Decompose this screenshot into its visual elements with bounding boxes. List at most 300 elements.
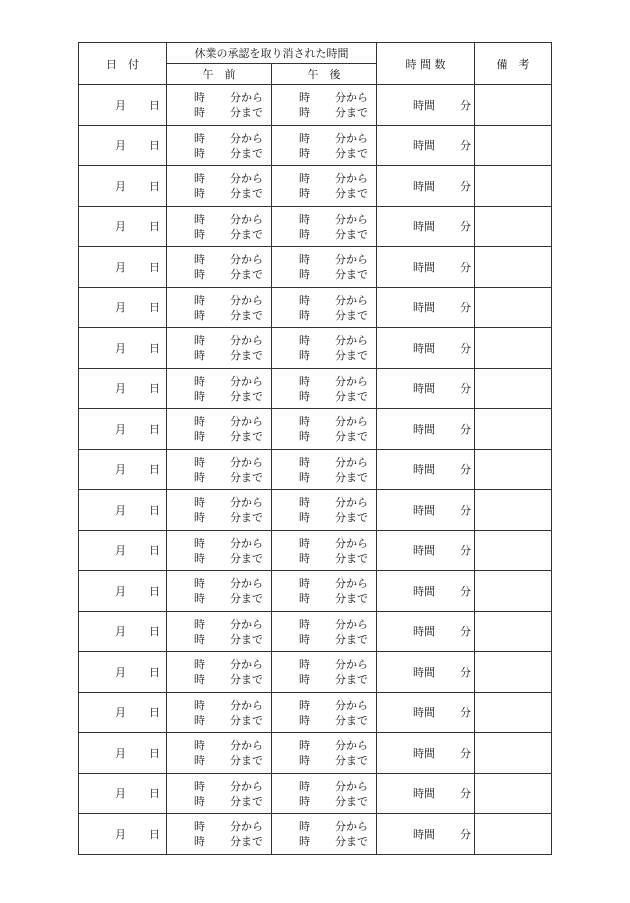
date-cell[interactable] [79,206,167,247]
am-from-line [167,172,271,186]
pm-time-cell[interactable] [272,530,377,571]
am-from-line [167,739,271,753]
hour-label: 時 [194,470,205,484]
hour-label: 時 [194,374,205,388]
table-row [79,490,552,531]
month-label: 月 [115,503,126,517]
min-from-label: 分から [230,496,263,509]
hours-cell[interactable] [377,328,475,369]
pm-to-line [272,228,376,242]
date-cell[interactable] [79,733,167,774]
min-from-label: 分から [230,739,263,752]
min-from-label: 分から [335,739,368,752]
hour-label: 時 [299,389,310,403]
min-to-label: 分まで [335,713,368,727]
header-notes: 備 考 [475,43,552,85]
month-label: 月 [115,706,126,720]
pm-to-line [272,390,376,404]
minutes-unit-label: 分 [460,139,471,153]
min-from-label: 分から [230,172,263,185]
notes-cell[interactable] [475,247,552,288]
notes-cell[interactable] [475,287,552,328]
hours-cell[interactable] [377,814,475,855]
date-cell[interactable] [79,85,167,126]
month-label: 月 [115,382,126,396]
hour-label: 時 [194,551,205,565]
hours-cell[interactable] [377,409,475,450]
hour-label: 時 [194,511,205,524]
hours-cell[interactable] [377,692,475,733]
notes-cell[interactable] [475,490,552,531]
am-to-line [167,228,271,242]
min-to-label: 分まで [335,673,368,686]
day-label: 日 [149,746,160,760]
hour-label: 時 [194,227,205,241]
min-from-label: 分から [230,698,263,712]
date-cell[interactable] [79,409,167,450]
hour-label: 時 [194,389,205,403]
hours-cell[interactable] [377,85,475,126]
min-to-label: 分まで [335,146,368,160]
hour-label: 時 [194,632,205,646]
am-time-cell[interactable] [167,125,272,166]
am-time-cell[interactable] [167,733,272,774]
min-to-label: 分まで [335,470,368,484]
hours-unit-label: 時間 [413,179,435,193]
month-label: 月 [115,301,126,315]
am-time-cell[interactable] [167,247,272,288]
hour-label: 時 [299,430,310,443]
am-to-line [167,633,271,647]
date-cell[interactable] [79,166,167,207]
pm-time-cell[interactable] [272,652,377,693]
minutes-unit-label: 分 [460,827,471,841]
am-time-cell[interactable] [167,530,272,571]
table-row [79,814,552,855]
am-time-cell[interactable] [167,85,272,126]
min-from-label: 分から [335,496,368,509]
min-to-label: 分まで [230,268,263,281]
hour-label: 時 [194,794,205,808]
am-to-line [167,147,271,161]
hour-label: 時 [299,577,310,590]
day-label: 日 [149,139,160,153]
hour-label: 時 [299,794,310,808]
notes-cell[interactable] [475,166,552,207]
hours-cell[interactable] [377,368,475,409]
am-time-cell[interactable] [167,409,272,450]
minutes-unit-label: 分 [460,625,471,639]
am-from-line [167,132,271,146]
notes-cell[interactable] [475,368,552,409]
date-cell[interactable] [79,328,167,369]
am-from-line [167,213,271,227]
hour-label: 時 [194,536,205,550]
am-time-cell[interactable] [167,611,272,652]
hour-label: 時 [299,754,310,767]
notes-cell[interactable] [475,206,552,247]
minutes-unit-label: 分 [460,503,471,517]
am-to-line [167,714,271,728]
min-from-label: 分から [230,617,263,631]
date-cell[interactable] [79,490,167,531]
hours-cell[interactable] [377,287,475,328]
hour-label: 時 [194,779,205,793]
min-to-label: 分まで [230,389,263,403]
pm-from-line [272,415,376,429]
min-to-label: 分まで [230,754,263,767]
am-to-line [167,187,271,201]
min-to-label: 分まで [230,106,263,119]
pm-from-line [272,618,376,632]
min-from-label: 分から [230,415,263,428]
hours-unit-label: 時間 [413,665,435,679]
minutes-unit-label: 分 [460,665,471,679]
day-label: 日 [149,625,160,639]
pm-to-line [272,268,376,282]
hour-label: 時 [299,470,310,484]
table-row [79,611,552,652]
pm-from-line [272,780,376,794]
min-from-label: 分から [230,374,263,388]
am-time-cell[interactable] [167,692,272,733]
month-label: 月 [115,179,126,193]
hour-label: 時 [299,415,310,428]
notes-cell[interactable] [475,85,552,126]
pm-to-line [272,471,376,485]
min-to-label: 分まで [335,430,368,443]
notes-cell[interactable] [475,733,552,774]
hours-cell[interactable] [377,206,475,247]
am-from-line [167,618,271,632]
day-label: 日 [149,503,160,517]
minutes-unit-label: 分 [460,179,471,193]
min-to-label: 分まで [230,146,263,160]
table-row [79,328,552,369]
hour-label: 時 [299,106,310,119]
min-from-label: 分から [335,91,368,104]
hour-label: 時 [194,430,205,443]
am-time-cell[interactable] [167,328,272,369]
min-from-label: 分から [335,698,368,712]
pm-from-line [272,132,376,146]
month-label: 月 [115,463,126,477]
hour-label: 時 [194,415,205,428]
table-row [79,247,552,288]
min-from-label: 分から [335,253,368,266]
pm-from-line [272,739,376,753]
hours-unit-label: 時間 [413,463,435,477]
hours-unit-label: 時間 [413,260,435,274]
pm-from-line [272,496,376,510]
minutes-unit-label: 分 [460,787,471,801]
hour-label: 時 [299,739,310,752]
min-to-label: 分まで [230,470,263,484]
hours-cell[interactable] [377,773,475,814]
min-from-label: 分から [335,172,368,185]
table-row [79,125,552,166]
pm-to-line [272,835,376,849]
am-from-line [167,375,271,389]
min-to-label: 分まで [230,349,263,362]
pm-from-line [272,294,376,308]
hour-label: 時 [194,739,205,752]
hours-cell[interactable] [377,166,475,207]
min-to-label: 分まで [230,835,263,848]
hours-cell[interactable] [377,490,475,531]
am-to-line [167,552,271,566]
hours-unit-label: 時間 [413,220,435,234]
min-from-label: 分から [230,820,263,833]
notes-cell[interactable] [475,814,552,855]
am-from-line [167,253,271,267]
min-to-label: 分まで [230,511,263,524]
pm-time-cell[interactable] [272,814,377,855]
hours-cell[interactable] [377,652,475,693]
min-to-label: 分まで [335,106,368,119]
minutes-unit-label: 分 [460,463,471,477]
hour-label: 時 [194,754,205,767]
am-time-cell[interactable] [167,490,272,531]
hours-unit-label: 時間 [413,544,435,558]
am-from-line [167,699,271,713]
hour-label: 時 [194,293,205,307]
pm-to-line [272,592,376,606]
am-time-cell[interactable] [167,571,272,612]
hour-label: 時 [299,253,310,266]
notes-cell[interactable] [475,125,552,166]
min-to-label: 分まで [335,511,368,524]
min-to-label: 分まで [230,187,263,200]
hours-cell[interactable] [377,125,475,166]
month-label: 月 [115,625,126,639]
pm-time-cell[interactable] [272,166,377,207]
date-cell[interactable] [79,773,167,814]
hours-cell[interactable] [377,530,475,571]
pm-time-cell[interactable] [272,571,377,612]
notes-cell[interactable] [475,409,552,450]
pm-time-cell[interactable] [272,409,377,450]
hour-label: 時 [299,551,310,565]
pm-time-cell[interactable] [272,85,377,126]
am-to-line [167,309,271,323]
pm-from-line [272,456,376,470]
min-from-label: 分から [335,131,368,145]
month-label: 月 [115,665,126,679]
am-to-line [167,511,271,525]
min-from-label: 分から [230,658,263,671]
min-from-label: 分から [230,334,263,347]
hour-label: 時 [299,698,310,712]
pm-time-cell[interactable] [272,449,377,490]
min-from-label: 分から [230,293,263,307]
table-row [79,409,552,450]
hours-cell[interactable] [377,571,475,612]
day-label: 日 [149,179,160,193]
hour-label: 時 [194,496,205,509]
table-row [79,85,552,126]
min-from-label: 分から [230,212,263,226]
day-label: 日 [149,341,160,355]
hour-label: 時 [299,673,310,686]
date-cell[interactable] [79,611,167,652]
am-from-line [167,780,271,794]
pm-from-line [272,172,376,186]
date-cell[interactable] [79,125,167,166]
hours-cell[interactable] [377,449,475,490]
minutes-unit-label: 分 [460,98,471,112]
min-to-label: 分まで [335,754,368,767]
pm-time-cell[interactable] [272,733,377,774]
am-from-line [167,658,271,672]
min-from-label: 分から [335,293,368,307]
day-label: 日 [149,665,160,679]
min-from-label: 分から [230,455,263,469]
hours-cell[interactable] [377,733,475,774]
month-label: 月 [115,422,126,436]
date-cell[interactable] [79,652,167,693]
am-time-cell[interactable] [167,166,272,207]
am-to-line [167,268,271,282]
pm-time-cell[interactable] [272,692,377,733]
leave-cancellation-table [78,42,552,855]
hours-unit-label: 時間 [413,98,435,112]
notes-cell[interactable] [475,328,552,369]
am-time-cell[interactable] [167,206,272,247]
hour-label: 時 [299,592,310,605]
min-from-label: 分から [335,779,368,793]
month-label: 月 [115,544,126,558]
min-to-label: 分まで [335,187,368,200]
date-cell[interactable] [79,814,167,855]
pm-time-cell[interactable] [272,328,377,369]
day-label: 日 [149,706,160,720]
hour-label: 時 [194,617,205,631]
hours-cell[interactable] [377,247,475,288]
notes-cell[interactable] [475,692,552,733]
pm-time-cell[interactable] [272,247,377,288]
am-to-line [167,673,271,687]
min-from-label: 分から [230,253,263,266]
month-label: 月 [115,139,126,153]
date-cell[interactable] [79,247,167,288]
pm-time-cell[interactable] [272,125,377,166]
day-label: 日 [149,827,160,841]
header-pm: 午 後 [272,64,377,85]
minutes-unit-label: 分 [460,544,471,558]
month-label: 月 [115,787,126,801]
date-cell[interactable] [79,287,167,328]
min-from-label: 分から [335,374,368,388]
hour-label: 時 [299,374,310,388]
am-time-cell[interactable] [167,449,272,490]
min-from-label: 分から [230,131,263,145]
date-cell[interactable] [79,368,167,409]
hours-unit-label: 時間 [413,382,435,396]
table-row [79,571,552,612]
notes-cell[interactable] [475,652,552,693]
hour-label: 時 [299,131,310,145]
header-hours-count: 時 間 数 [377,43,475,85]
hour-label: 時 [194,106,205,119]
am-from-line [167,820,271,834]
pm-from-line [272,334,376,348]
pm-time-cell[interactable] [272,206,377,247]
hour-label: 時 [299,779,310,793]
pm-from-line [272,253,376,267]
minutes-unit-label: 分 [460,220,471,234]
hour-label: 時 [299,496,310,509]
hours-unit-label: 時間 [413,706,435,720]
pm-to-line [272,511,376,525]
pm-time-cell[interactable] [272,490,377,531]
date-cell[interactable] [79,571,167,612]
pm-time-cell[interactable] [272,611,377,652]
am-to-line [167,349,271,363]
pm-to-line [272,106,376,120]
hour-label: 時 [299,187,310,200]
hours-cell[interactable] [377,611,475,652]
hour-label: 時 [194,349,205,362]
month-label: 月 [115,220,126,234]
hour-label: 時 [299,536,310,550]
hour-label: 時 [299,658,310,671]
min-to-label: 分まで [230,794,263,808]
pm-to-line [272,147,376,161]
hour-label: 時 [194,658,205,671]
min-from-label: 分から [335,212,368,226]
notes-cell[interactable] [475,611,552,652]
hour-label: 時 [299,632,310,646]
min-to-label: 分まで [335,268,368,281]
hour-label: 時 [194,172,205,185]
hours-unit-label: 時間 [413,584,435,598]
hour-label: 時 [299,835,310,848]
am-time-cell[interactable] [167,368,272,409]
am-time-cell[interactable] [167,814,272,855]
pm-to-line [272,795,376,809]
pm-time-cell[interactable] [272,368,377,409]
hour-label: 時 [299,308,310,322]
pm-time-cell[interactable] [272,773,377,814]
date-cell[interactable] [79,449,167,490]
notes-cell[interactable] [475,449,552,490]
am-to-line [167,795,271,809]
am-time-cell[interactable] [167,652,272,693]
notes-cell[interactable] [475,773,552,814]
date-cell[interactable] [79,530,167,571]
hour-label: 時 [194,334,205,347]
notes-cell[interactable] [475,530,552,571]
pm-from-line [272,699,376,713]
pm-time-cell[interactable] [272,287,377,328]
hour-label: 時 [194,146,205,160]
hours-unit-label: 時間 [413,139,435,153]
day-label: 日 [149,544,160,558]
am-time-cell[interactable] [167,773,272,814]
hour-label: 時 [194,673,205,686]
am-from-line [167,334,271,348]
notes-cell[interactable] [475,571,552,612]
pm-from-line [272,537,376,551]
minutes-unit-label: 分 [460,422,471,436]
min-to-label: 分まで [335,592,368,605]
am-time-cell[interactable] [167,287,272,328]
min-from-label: 分から [335,577,368,590]
day-label: 日 [149,220,160,234]
header-date: 日 付 [79,43,167,85]
date-cell[interactable] [79,692,167,733]
